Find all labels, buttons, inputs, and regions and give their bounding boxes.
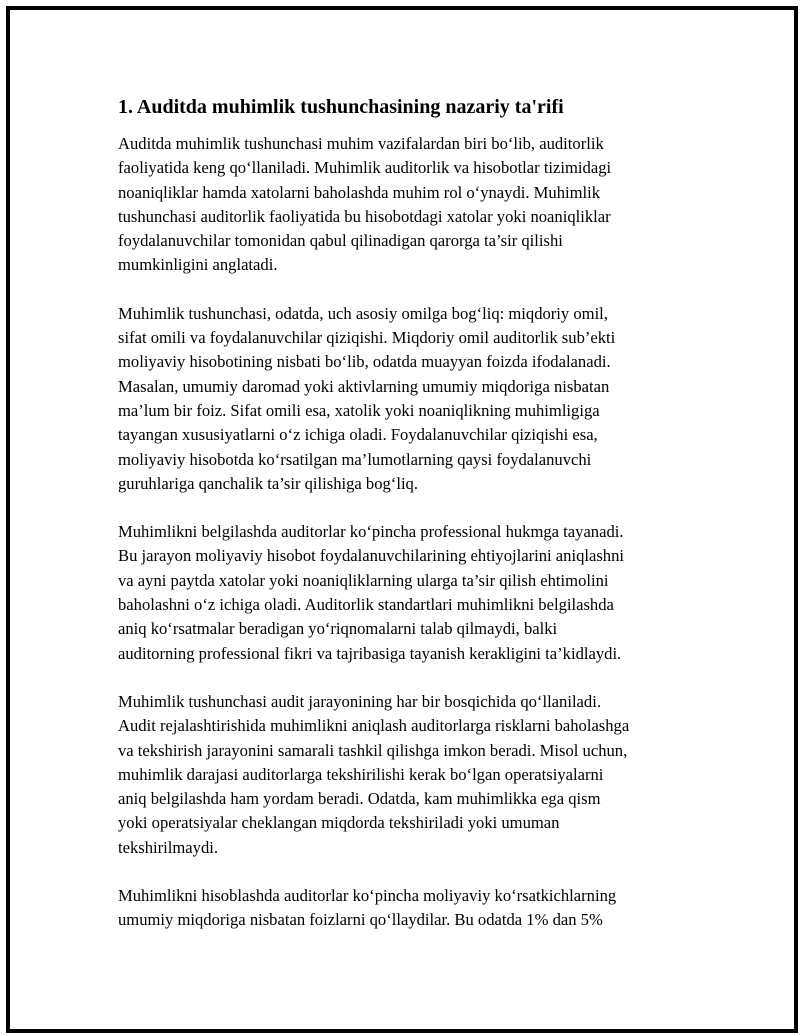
text-line: Auditda muhimlik tushunchasi muhim vazifalardan biri bo‘lib, auditorlik bbox=[118, 134, 604, 153]
text-line: va tekshirish jarayonini samarali tashkil qilishga imkon beradi. Misol uchun, bbox=[118, 740, 628, 760]
text-line: auditorning professional fikri va tajribasiga tayanish kerakligini ta’kidlaydi. bbox=[118, 643, 622, 663]
document-body bbox=[118, 94, 698, 957]
text-line: Masalan, umumiy daromad yoki aktivlarning umumiy miqdoriga nisbatan bbox=[118, 376, 610, 396]
text-line: moliyaviy hisobotining nisbati bo‘lib, odatda muayyan foizda ifodalanadi. bbox=[118, 352, 611, 372]
text-line: faoliyatida keng qo‘llaniladi. Muhimlik auditorlik va hisobotlar tizimidagi bbox=[118, 158, 612, 178]
text-line: tushunchasi auditorlik faoliyatida bu hisobotdagi xatolar yoki noaniqliklar bbox=[118, 206, 611, 226]
text-line: va ayni paytda xatolar yoki noaniqliklarning ularga ta’sir qilish ehtimolini bbox=[118, 570, 609, 590]
text-line: muhimlik darajasi auditorlarga tekshirilishi kerak bo‘lgan operatsiyalarni bbox=[118, 764, 604, 784]
text-line: aniq belgilashda ham yordam beradi. Odatda, kam muhimlikka ega qism bbox=[118, 789, 601, 809]
text-line: Bu jarayon moliyaviy hisobot foydalanuvchilarining ehtiyojlarini aniqlashni bbox=[118, 546, 625, 566]
text-line: Muhimlikni hisoblashda auditorlar ko‘pincha moliyaviy ko‘rsatkichlarning bbox=[118, 886, 617, 906]
text-line: aniq ko‘rsatmalar beradigan yo‘riqnomalarni talab qilmaydi, balki bbox=[118, 619, 558, 639]
text-line: tekshirilmaydi. bbox=[118, 837, 219, 857]
text-line: moliyaviy hisobotda ko‘rsatilgan ma’lumotlarning qaysi foydalanuvchi bbox=[118, 449, 592, 469]
text-line: yoki operatsiyalar cheklangan miqdorda tekshiriladi yoki umuman bbox=[118, 813, 560, 833]
text-line: tayangan xususiyatlarni o‘z ichiga oladi. Foydalanuvchilar qiziqishi esa, bbox=[118, 425, 598, 445]
text-line: Muhimlik tushunchasi audit jarayonining har bir bosqichida qo‘llaniladi. bbox=[118, 691, 601, 711]
text-line: guruhlariga qanchalik ta’sir qilishiga bog‘liq. bbox=[118, 473, 418, 493]
text-line: Muhimlik tushunchasi, odatda, uch asosiy omilga bog‘liq: miqdoriy omil, bbox=[118, 303, 608, 323]
text-line: Audit rejalashtirishida muhimlikni aniqlash auditorlarga risklarni baholashga bbox=[118, 716, 630, 736]
text-line: sifat omili va foydalanuvchilar qiziqishi. Miqdoriy omil auditorlik sub’ekti bbox=[118, 328, 616, 348]
section-heading: 1. Auditda muhimlik tushunchasining nazariy ta'rifi bbox=[118, 96, 564, 118]
paragraph-5 bbox=[118, 884, 698, 933]
paragraph-4 bbox=[118, 690, 698, 860]
text-line: ma’lum bir foiz. Sifat omili esa, xatolik yoki noaniqlikning muhimligiga bbox=[118, 400, 600, 420]
text-line: noaniqliklar hamda xatolarni baholashda muhim rol o‘ynaydi. Muhimlik bbox=[118, 182, 601, 202]
text-line: Muhimlikni belgilashda auditorlar ko‘pincha professional hukmga tayanadi. bbox=[118, 522, 624, 542]
paragraph-2 bbox=[118, 302, 698, 496]
text-line: mumkinligini anglatadi. bbox=[118, 255, 278, 275]
paragraph-1 bbox=[118, 132, 698, 278]
text-line: foydalanuvchilar tomonidan qabul qilinadigan qarorga ta’sir qilishi bbox=[118, 231, 563, 251]
paragraph-3 bbox=[118, 520, 698, 666]
text-line: baholashni o‘z ichiga oladi. Auditorlik standartlari muhimlikni belgilashda bbox=[118, 595, 614, 615]
text-line: umumiy miqdoriga nisbatan foizlarni qo‘llaydilar. Bu odatda 1% dan 5% bbox=[118, 910, 603, 930]
